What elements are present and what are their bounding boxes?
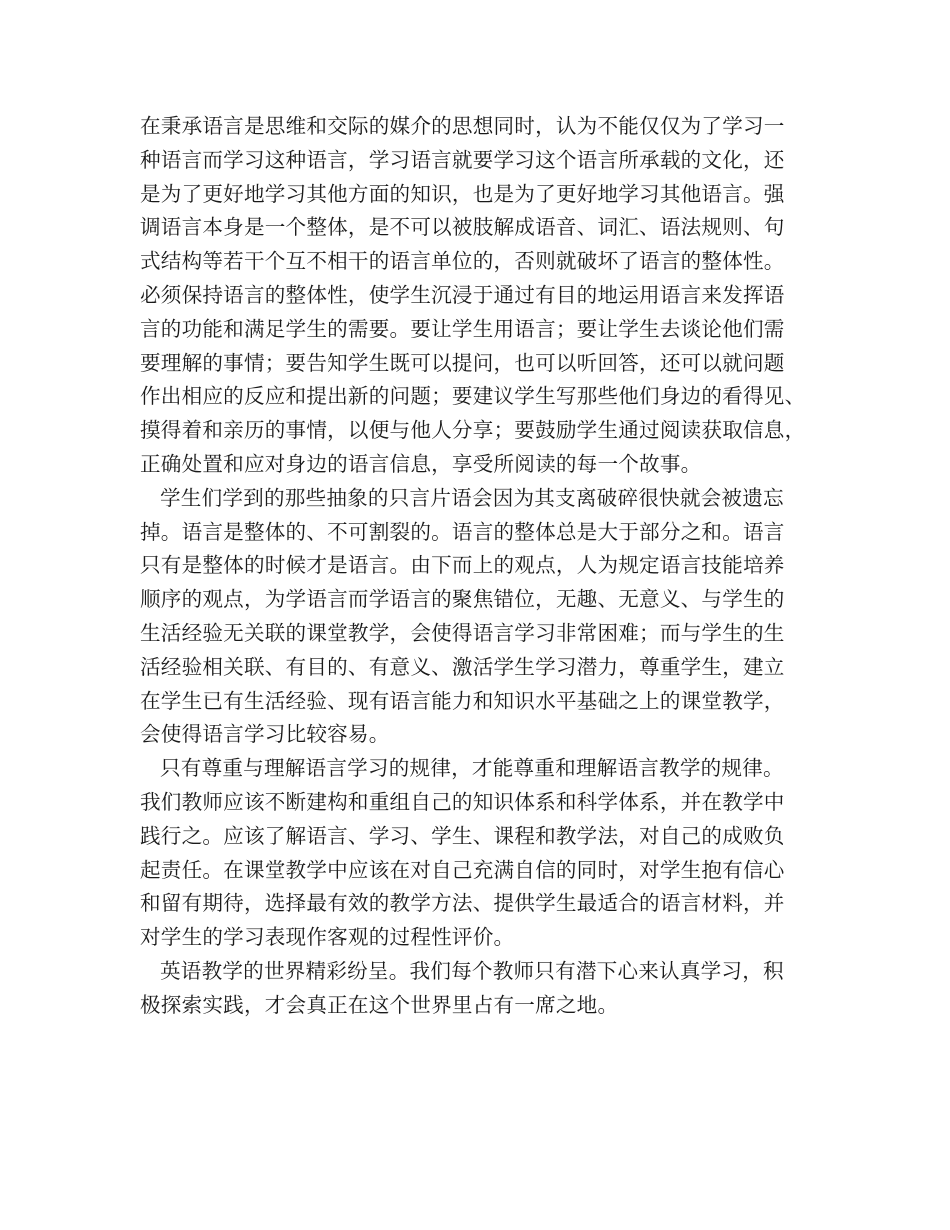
text-line: 只有尊重与理解语言学习的规律，才能尊重和理解语言教学的规律。 bbox=[160, 756, 784, 781]
text-line: 掉。语言是整体的、不可割裂的。语言的整体总是大于部分之和。语言 bbox=[140, 519, 785, 544]
text-line: 言的功能和满足学生的需要。要让学生用语言；要让学生去谈论他们需 bbox=[140, 316, 785, 341]
paragraph bbox=[140, 110, 830, 482]
text-line: 只有是整体的时候才是语言。由下而上的观点，人为规定语言技能培养 bbox=[140, 553, 785, 578]
paragraph bbox=[140, 482, 830, 752]
text-line: 极探索实践，才会真正在这个世界里占有一席之地。 bbox=[140, 992, 619, 1017]
text-line: 正确处置和应对身边的语言信息，享受所阅读的每一个故事。 bbox=[140, 451, 702, 476]
text-line: 必须保持语言的整体性，使学生沉浸于通过有目的地运用语言来发挥语 bbox=[140, 282, 785, 307]
paragraph bbox=[140, 955, 830, 1023]
text-line: 英语教学的世界精彩纷呈。我们每个教师只有潜下心来认真学习，积 bbox=[160, 958, 784, 983]
text-line: 要理解的事情；要告知学生既可以提问，也可以听回答，还可以就问题 bbox=[140, 350, 785, 375]
text-line: 是为了更好地学习其他方面的知识，也是为了更好地学习其他语言。强 bbox=[140, 181, 785, 206]
text-line: 学生们学到的那些抽象的只言片语会因为其支离破碎很快就会被遗忘 bbox=[160, 485, 784, 510]
text-line: 我们教师应该不断建构和重组自己的知识体系和科学体系，并在教学中 bbox=[140, 789, 785, 814]
text-line: 践行之。应该了解语言、学习、学生、课程和教学法，对自己的成败负 bbox=[140, 823, 785, 848]
text-line: 种语言而学习这种语言，学习语言就要学习这个语言所承载的文化，还 bbox=[140, 147, 785, 172]
text-line: 和留有期待，选择最有效的教学方法、提供学生最适合的语言材料，并 bbox=[140, 891, 785, 916]
text-line: 对学生的学习表现作客观的过程性评价。 bbox=[140, 925, 515, 950]
text-line: 摸得着和亲历的事情，以便与他人分享；要鼓励学生通过阅读获取信息， bbox=[140, 418, 806, 443]
text-line: 作出相应的反应和提出新的问题；要建议学生写那些他们身边的看得见、 bbox=[140, 384, 806, 409]
paragraph bbox=[140, 752, 830, 955]
text-line: 活经验相关联、有目的、有意义、激活学生学习潜力，尊重学生，建立 bbox=[140, 654, 785, 679]
text-line: 在学生已有生活经验、现有语言能力和知识水平基础之上的课堂教学， bbox=[140, 688, 785, 713]
text-line: 会使得语言学习比较容易。 bbox=[140, 722, 390, 747]
document-body bbox=[140, 110, 830, 1023]
text-line: 在秉承语言是思维和交际的媒介的思想同时，认为不能仅仅为了学习一 bbox=[140, 114, 785, 138]
text-line: 式结构等若干个互不相干的语言单位的，否则就破坏了语言的整体性。 bbox=[140, 249, 785, 274]
text-line: 顺序的观点，为学语言而学语言的聚焦错位，无趣、无意义、与学生的 bbox=[140, 587, 785, 612]
text-line: 调语言本身是一个整体，是不可以被肢解成语音、词汇、语法规则、句 bbox=[140, 215, 785, 240]
text-line: 生活经验无关联的课堂教学，会使得语言学习非常困难；而与学生的生 bbox=[140, 620, 785, 645]
text-line: 起责任。在课堂教学中应该在对自己充满自信的同时，对学生抱有信心 bbox=[140, 857, 785, 882]
